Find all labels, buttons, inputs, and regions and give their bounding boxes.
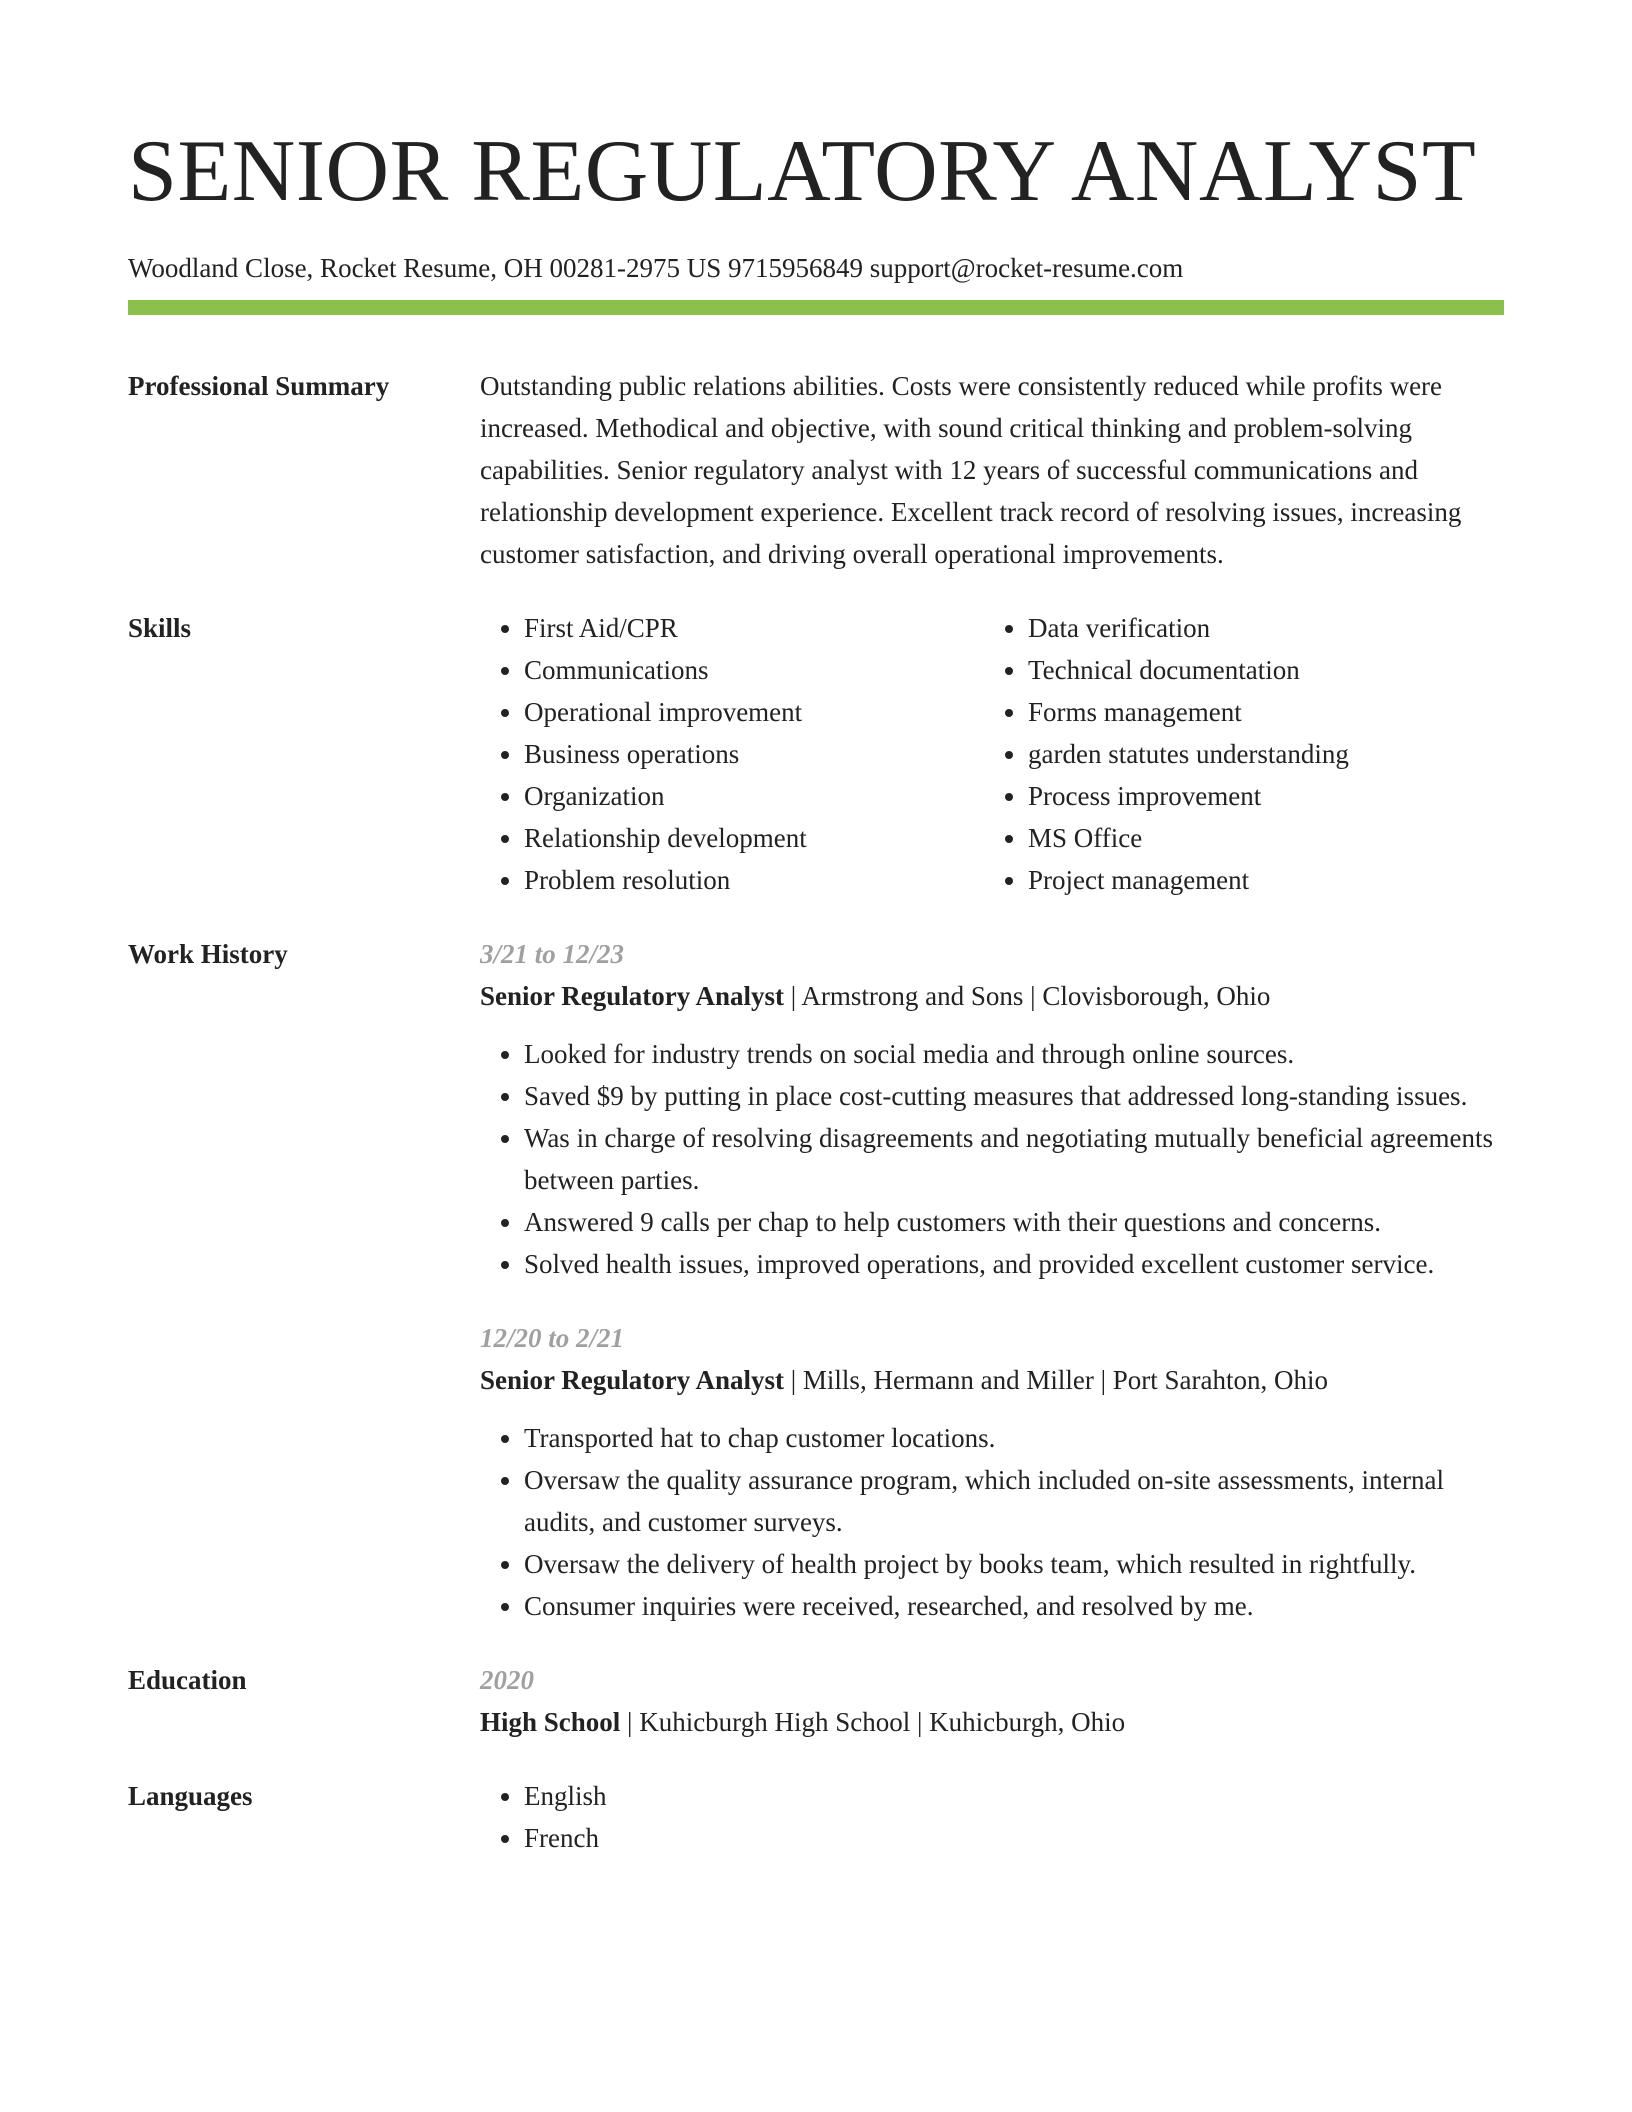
summary-text: Outstanding public relations abilities. Costs were consistently reduced while profits were increased. Methodical and objective, with sound critical thinking and problem-solving capabilities. Senior regulatory analyst with 12 years of successful communications and relationship development experience. Excellent track record of resolving issues, increasing customer satisfaction, and driving overall operational improvements. bbox=[480, 371, 1462, 569]
language-item: • English bbox=[524, 1775, 1504, 1817]
skills-list-left bbox=[480, 607, 984, 901]
job-title: Senior Regulatory Analyst bbox=[480, 981, 785, 1011]
summary-section bbox=[128, 365, 1504, 575]
header-divider bbox=[128, 300, 1504, 315]
language-item: • French bbox=[524, 1817, 1504, 1859]
job-details: | Mills, Hermann and Miller | Port Sarahton, Ohio bbox=[784, 1365, 1329, 1395]
contact-info: Woodland Close, Rocket Resume, OH 00281-2975 US 9715956849 support@rocket-resume.com bbox=[128, 253, 1184, 283]
education-section bbox=[128, 1659, 1504, 1743]
education-details: | Kuhicburgh High School | Kuhicburgh, Ohio bbox=[620, 1707, 1126, 1737]
job-header bbox=[480, 975, 1504, 1017]
skill-item: • Business operations bbox=[524, 733, 984, 775]
skill-item: • Technical documentation bbox=[1028, 649, 1548, 691]
job-bullet: • Saved $9 by putting in place cost-cutting measures that addressed long-standing issues. bbox=[524, 1075, 1504, 1117]
job-bullet: • Answered 9 calls per chap to help customers with their questions and concerns. bbox=[524, 1201, 1504, 1243]
skills-section bbox=[128, 607, 1504, 901]
job-bullet: • Consumer inquiries were received, researched, and resolved by me. bbox=[524, 1585, 1504, 1627]
skill-item: • Problem resolution bbox=[524, 859, 984, 901]
job-bullet: • Oversaw the delivery of health project by books team, which resulted in rightfully. bbox=[524, 1543, 1504, 1585]
languages-list bbox=[480, 1775, 1504, 1859]
education-heading: Education bbox=[128, 1665, 247, 1695]
resume-name: SENIOR REGULATORY ANALYST bbox=[128, 123, 1477, 220]
skill-item: • Project management bbox=[1028, 859, 1548, 901]
job-title: Senior Regulatory Analyst bbox=[480, 1365, 785, 1395]
skill-item: • garden statutes understanding bbox=[1028, 733, 1548, 775]
skill-item: • First Aid/CPR bbox=[524, 607, 984, 649]
skills-list-right bbox=[984, 607, 1548, 901]
skill-item: • Operational improvement bbox=[524, 691, 984, 733]
job-dates: 12/20 to 2/21 bbox=[480, 1323, 625, 1353]
education-entry bbox=[480, 1701, 1504, 1743]
job-bullet: • Solved health issues, improved operations, and provided excellent customer service. bbox=[524, 1243, 1504, 1285]
job-bullet: • Was in charge of resolving disagreements and negotiating mutually beneficial agreements between parties. bbox=[524, 1117, 1504, 1201]
job-bullet: • Oversaw the quality assurance program, which included on-site assessments, internal audits, and customer surveys. bbox=[524, 1459, 1504, 1543]
skills-heading: Skills bbox=[128, 613, 192, 643]
skill-item: • Data verification bbox=[1028, 607, 1548, 649]
languages-heading: Languages bbox=[128, 1781, 253, 1811]
resume-page bbox=[128, 0, 1504, 1859]
job-details: | Armstrong and Sons | Clovisborough, Ohio bbox=[784, 981, 1271, 1011]
job-header bbox=[480, 1359, 1504, 1401]
education-year: 2020 bbox=[480, 1665, 534, 1695]
skill-item: • Forms management bbox=[1028, 691, 1548, 733]
skill-item: • Relationship development bbox=[524, 817, 984, 859]
work-history-section bbox=[128, 933, 1504, 1627]
job-bullets bbox=[480, 1033, 1504, 1285]
job-entry bbox=[480, 933, 1504, 1285]
summary-heading: Professional Summary bbox=[128, 371, 390, 401]
skill-item: • Process improvement bbox=[1028, 775, 1548, 817]
languages-section bbox=[128, 1775, 1504, 1859]
skill-item: • Organization bbox=[524, 775, 984, 817]
education-degree: High School bbox=[480, 1707, 621, 1737]
job-dates: 3/21 to 12/23 bbox=[480, 939, 625, 969]
job-bullet: • Looked for industry trends on social media and through online sources. bbox=[524, 1033, 1504, 1075]
job-bullet: • Transported hat to chap customer locations. bbox=[524, 1417, 1504, 1459]
skill-item: • Communications bbox=[524, 649, 984, 691]
job-bullets bbox=[480, 1417, 1504, 1627]
job-entry bbox=[480, 1317, 1504, 1627]
skill-item: • MS Office bbox=[1028, 817, 1548, 859]
work-history-heading: Work History bbox=[128, 939, 288, 969]
